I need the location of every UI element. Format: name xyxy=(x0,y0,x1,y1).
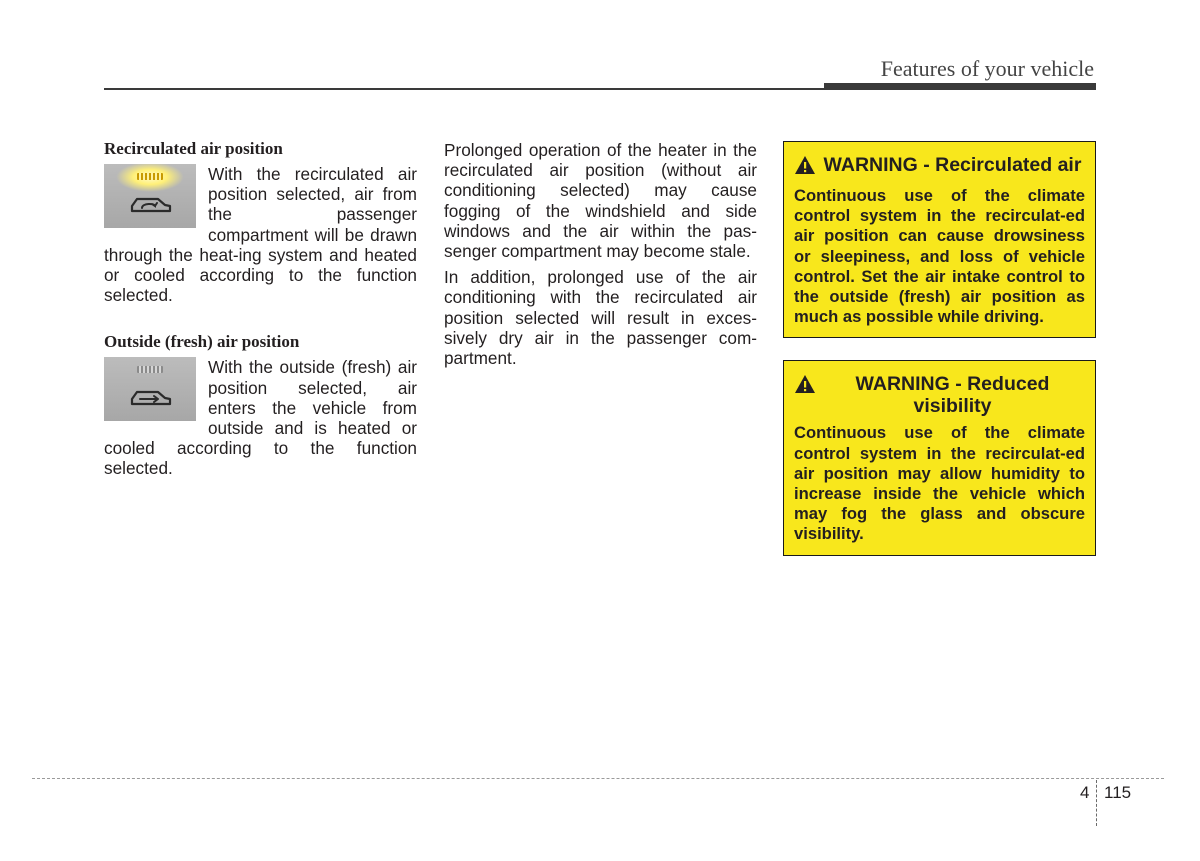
fresh-air-heading: Outside (fresh) air position xyxy=(104,332,300,352)
fresh-air-button-image xyxy=(104,357,196,421)
warning-box-visibility xyxy=(783,360,1096,555)
page-number-divider xyxy=(1096,780,1097,826)
recirculated-text: With the recirculated air position selected, air from the passenger compartment will be drawn through the heat-ing system and heated or cooled according to the function selected. xyxy=(104,164,417,306)
warning-title: WARNING - Recirculated air xyxy=(823,154,1082,176)
footer-divider xyxy=(32,778,1164,779)
recirculated-air-button-image xyxy=(104,164,196,228)
header-rule-accent xyxy=(824,83,1096,90)
right-column xyxy=(783,141,1096,578)
recirculated-block xyxy=(104,164,417,305)
header-rule xyxy=(104,88,824,90)
heater-paragraph: Prolonged operation of the heater in the recirculated air position (without air conditioning selected) may cause fogging of the windshield and side windows and the air within the pas-senger compartment may become stale. xyxy=(444,140,757,262)
left-column xyxy=(104,138,417,479)
warning-title: WARNING - Reduced visibility xyxy=(855,373,1050,418)
warning-text: Continuous use of the climate control system in the recirculat-ed air position may allow humidity to increase inside the vehicle which may fog the glass and obscure visibility. xyxy=(794,423,1085,544)
warning-triangle-icon xyxy=(794,154,820,180)
indicator-led-on-icon xyxy=(137,173,163,180)
page-number: 115 xyxy=(1104,783,1132,802)
indicator-led-off-icon xyxy=(137,366,163,373)
chapter-number: 4 xyxy=(1080,783,1090,802)
recirculated-heading: Recirculated air position xyxy=(104,139,283,158)
warning-box-recirculated xyxy=(783,141,1096,338)
fresh-air-car-icon xyxy=(128,387,174,409)
warning-text: Continuous use of the climate control system in the recirculat-ed air position can cause drowsiness or sleepiness, and loss of vehicle control. Set the air intake control to the outside (fresh) air position as much as possible while driving. xyxy=(794,186,1085,327)
air-conditioning-paragraph: In addition, prolonged use of the air conditioning with the recirculated air position selected will result in exces-sively dry air in the passenger com-partment. xyxy=(444,267,757,369)
fresh-air-block xyxy=(104,357,417,478)
recirculated-air-car-icon xyxy=(128,194,174,216)
header-title: Features of your vehicle xyxy=(880,56,1094,81)
warning-triangle-icon xyxy=(794,373,820,417)
fresh-air-text: With the outside (fresh) air position selected, air enters the vehicle from outside and is heated or cooled according to the function selected. xyxy=(104,357,417,479)
middle-column xyxy=(444,140,757,374)
